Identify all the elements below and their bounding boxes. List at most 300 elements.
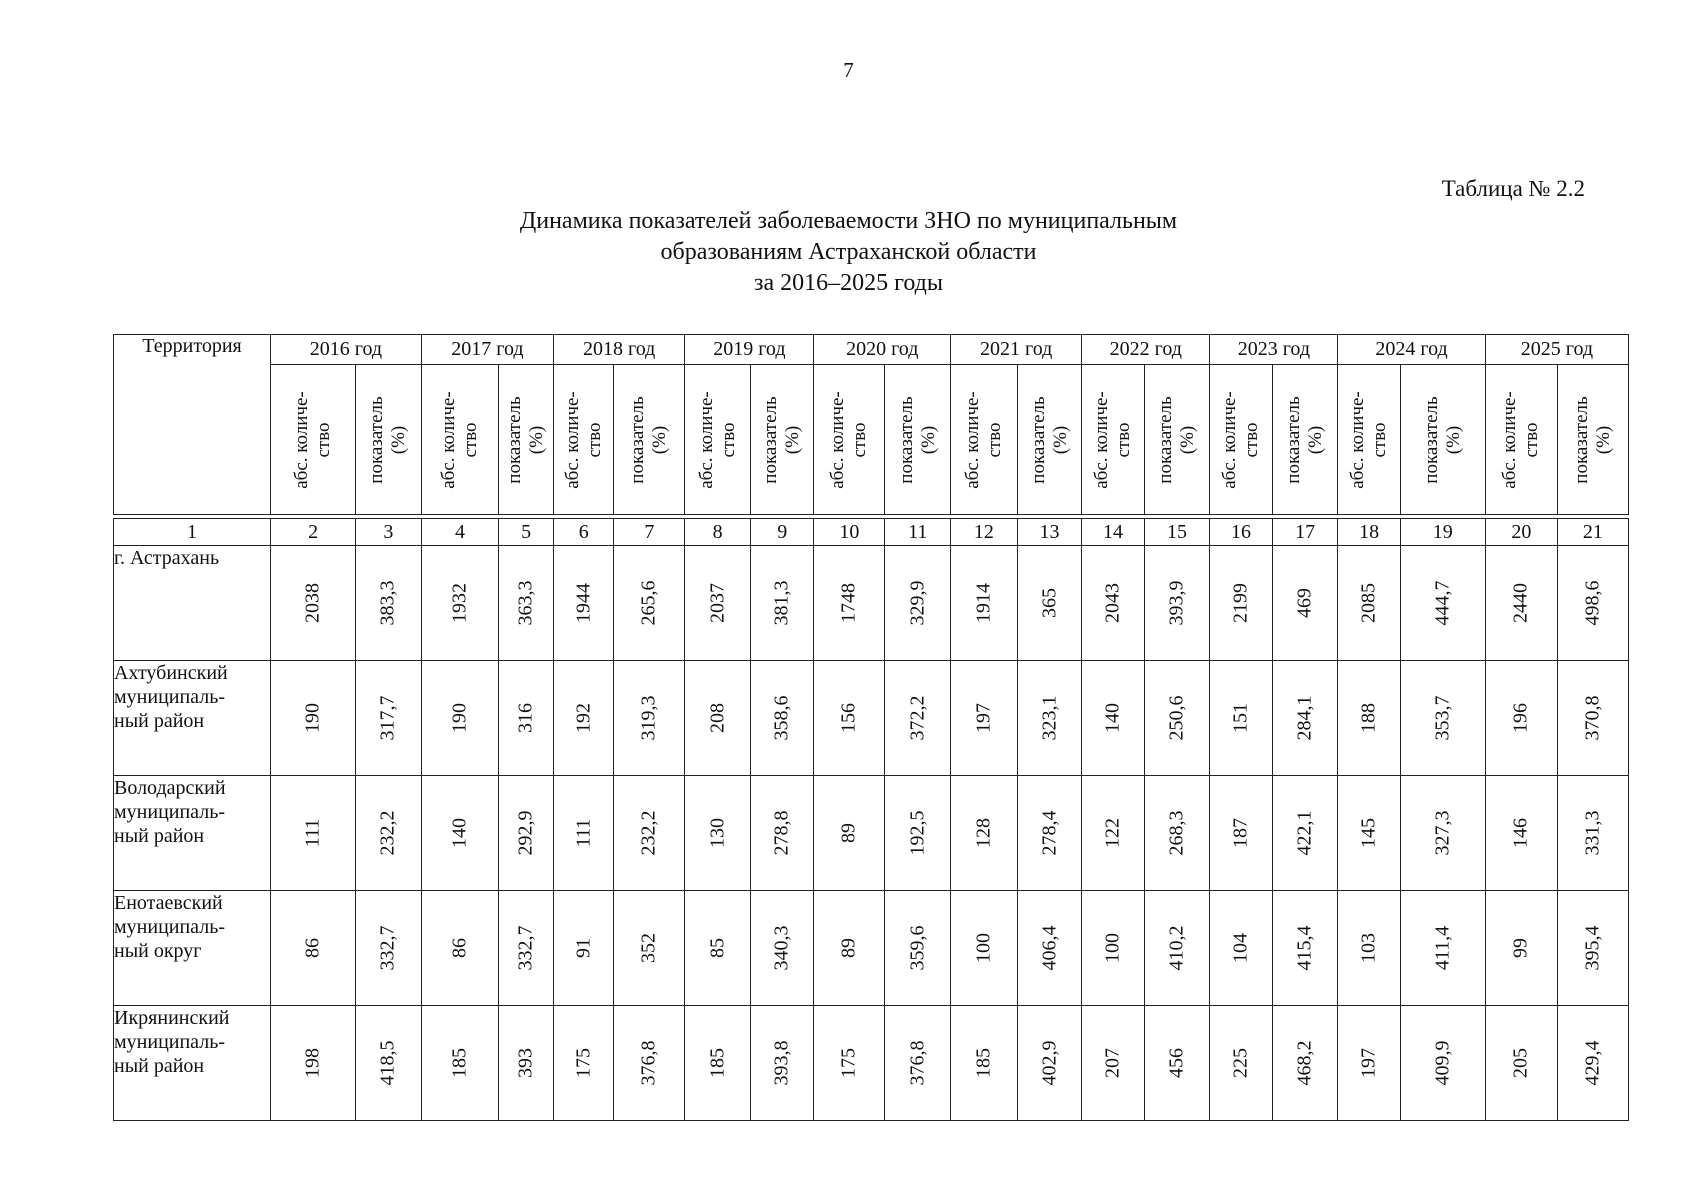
cell-value: 268,3 — [1165, 810, 1188, 856]
header-line: показатель — [895, 395, 917, 484]
cell-value: 187 — [1229, 818, 1252, 848]
column-number: 13 — [1017, 519, 1082, 546]
abs-count-header-text — [962, 391, 1006, 489]
title-line: Динамика показателей заболеваемости ЗНО по муниципальным — [519, 208, 1178, 234]
year-header: 2022 год — [1082, 335, 1210, 365]
rate-cell — [750, 546, 813, 661]
abs-count-cell — [1485, 891, 1557, 1006]
cell-value: 128 — [972, 818, 995, 848]
abs-count-cell — [1210, 546, 1272, 661]
cell-value: 232,2 — [637, 810, 660, 856]
rate-cell — [885, 546, 951, 661]
cell-value: 2043 — [1101, 583, 1124, 623]
rate-cell — [1557, 891, 1628, 1006]
header-line: ство — [583, 421, 605, 458]
abs-count-cell — [814, 891, 885, 1006]
cell-value: 86 — [301, 938, 324, 958]
cell-value: 185 — [448, 1048, 471, 1078]
cell-value: 122 — [1101, 818, 1124, 848]
cell-value: 185 — [706, 1048, 729, 1078]
rate-cell — [356, 546, 422, 661]
territory-line: муниципаль- — [114, 686, 225, 708]
cell-value: 376,8 — [906, 1040, 929, 1086]
abs-count-header — [814, 365, 885, 515]
cell-value: 352 — [637, 933, 660, 963]
abs-count-cell — [814, 546, 885, 661]
column-number: 5 — [499, 519, 554, 546]
cell-value: 327,3 — [1431, 810, 1454, 856]
column-number-row — [114, 519, 1629, 546]
abs-count-cell — [814, 776, 885, 891]
abs-count-header-text — [1499, 391, 1543, 489]
abs-count-header-text — [827, 391, 871, 489]
cell-value: 190 — [301, 703, 324, 733]
abs-count-header — [421, 365, 498, 515]
territory-cell — [114, 1006, 271, 1121]
header-line: абс. количе- — [561, 390, 583, 489]
rate-header — [356, 365, 422, 515]
column-number: 17 — [1272, 519, 1338, 546]
cell-value: 393 — [514, 1048, 537, 1078]
cell-value: 370,8 — [1581, 695, 1604, 741]
cell-value: 418,5 — [376, 1040, 399, 1086]
abs-count-header — [1485, 365, 1557, 515]
territory-line: ный район — [114, 710, 205, 732]
document-title — [0, 206, 1697, 299]
rate-cell — [1400, 776, 1485, 891]
rate-cell — [499, 891, 554, 1006]
cell-value: 332,7 — [514, 925, 537, 971]
cell-value: 411,4 — [1431, 925, 1454, 971]
rate-cell — [1400, 1006, 1485, 1121]
header-line: абс. количе- — [1499, 390, 1521, 489]
cell-value: 429,4 — [1581, 1040, 1604, 1086]
rate-cell — [1144, 546, 1210, 661]
abs-count-cell — [951, 776, 1018, 891]
abs-count-cell — [421, 546, 498, 661]
rate-cell — [1400, 661, 1485, 776]
header-line: абс. количе- — [1219, 390, 1241, 489]
cell-value: 383,3 — [376, 580, 399, 626]
abs-count-cell — [685, 891, 751, 1006]
rate-header-text — [1571, 396, 1615, 483]
cell-value: 358,6 — [770, 695, 793, 741]
cell-value: 208 — [706, 703, 729, 733]
column-number: 3 — [356, 519, 422, 546]
abs-count-cell — [1082, 776, 1144, 891]
rate-cell — [499, 776, 554, 891]
rate-cell — [750, 661, 813, 776]
rate-header-text — [504, 396, 548, 483]
rate-cell — [750, 1006, 813, 1121]
header-line: абс. количе- — [1091, 390, 1113, 489]
cell-value: 130 — [706, 818, 729, 848]
abs-count-header — [1082, 365, 1144, 515]
cell-value: 332,7 — [376, 925, 399, 971]
abs-count-cell — [1338, 891, 1400, 1006]
cell-value: 402,9 — [1038, 1040, 1061, 1086]
cell-value: 2038 — [301, 583, 324, 623]
abs-count-cell — [814, 1006, 885, 1121]
header-line: ство — [983, 421, 1005, 458]
header-line: абс. количе- — [961, 390, 983, 489]
header-line: (%) — [1305, 425, 1327, 454]
abs-count-cell — [1210, 1006, 1272, 1121]
abs-count-cell — [1338, 546, 1400, 661]
rate-header-text — [1283, 396, 1327, 483]
territory-header: Территория — [114, 335, 271, 515]
rate-cell — [356, 891, 422, 1006]
abs-count-cell — [1082, 1006, 1144, 1121]
title-line: образованиям Астраханской области — [660, 239, 1037, 265]
cell-value: 1748 — [837, 583, 860, 623]
cell-value: 469 — [1293, 588, 1316, 618]
rate-cell — [614, 776, 685, 891]
header-line: абс. количе- — [291, 390, 313, 489]
cell-value: 395,4 — [1581, 925, 1604, 971]
abs-count-cell — [1485, 546, 1557, 661]
rate-cell — [1017, 661, 1082, 776]
year-header: 2023 год — [1210, 335, 1338, 365]
rate-cell — [1272, 1006, 1338, 1121]
cell-value: 323,1 — [1038, 695, 1061, 741]
header-line: ство — [1369, 421, 1391, 458]
cell-value: 359,6 — [906, 925, 929, 971]
table-row — [114, 891, 1629, 1006]
header-line: абс. количе- — [1347, 390, 1369, 489]
abs-count-cell — [685, 546, 751, 661]
cell-value: 188 — [1357, 703, 1380, 733]
abs-count-cell — [554, 776, 614, 891]
cell-value: 2440 — [1509, 583, 1532, 623]
territory-line: ный округ — [114, 940, 202, 962]
rate-cell — [750, 891, 813, 1006]
abs-count-cell — [421, 661, 498, 776]
cell-value: 363,3 — [514, 580, 537, 626]
abs-count-cell — [1210, 776, 1272, 891]
territory-cell — [114, 891, 271, 1006]
table-label: Таблица № 2.2 — [1441, 176, 1585, 201]
column-number: 4 — [421, 519, 498, 546]
cell-value: 89 — [837, 823, 860, 843]
territory-line: ный район — [114, 825, 205, 847]
table-row — [114, 661, 1629, 776]
abs-count-cell — [271, 776, 356, 891]
cell-value: 175 — [572, 1048, 595, 1078]
header-line: (%) — [526, 425, 548, 454]
abs-count-header-text — [696, 391, 740, 489]
year-header: 2016 год — [271, 335, 422, 365]
cell-value: 205 — [1509, 1048, 1532, 1078]
cell-value: 415,4 — [1293, 925, 1316, 971]
rate-header-text — [760, 396, 804, 483]
abs-count-cell — [1485, 661, 1557, 776]
territory-line: ный район — [114, 1055, 205, 1077]
cell-value: 111 — [572, 818, 595, 848]
cell-value: 278,8 — [770, 810, 793, 856]
cell-value: 278,4 — [1038, 810, 1061, 856]
cell-value: 99 — [1509, 938, 1532, 958]
cell-value: 140 — [448, 818, 471, 848]
cell-value: 86 — [448, 938, 471, 958]
cell-value: 284,1 — [1293, 695, 1316, 741]
header-line: ство — [459, 421, 481, 458]
cell-value: 393,9 — [1165, 580, 1188, 626]
cell-value: 156 — [837, 703, 860, 733]
cell-value: 1932 — [448, 583, 471, 623]
header-line: (%) — [1049, 425, 1071, 454]
abs-count-cell — [685, 1006, 751, 1121]
rate-cell — [885, 1006, 951, 1121]
rate-cell — [614, 1006, 685, 1121]
rate-cell — [1144, 891, 1210, 1006]
territory-line: муниципаль- — [114, 801, 225, 823]
abs-count-header-text — [562, 391, 606, 489]
cell-value: 145 — [1357, 818, 1380, 848]
header-line: (%) — [649, 425, 671, 454]
header-line: (%) — [388, 425, 410, 454]
rate-cell — [885, 891, 951, 1006]
cell-value: 197 — [972, 703, 995, 733]
rate-cell — [1400, 546, 1485, 661]
header-line: показатель — [1420, 395, 1442, 484]
abs-count-cell — [271, 1006, 356, 1121]
rate-cell — [614, 546, 685, 661]
header-line: показатель — [366, 395, 388, 484]
header-line: ство — [313, 421, 335, 458]
cell-value: 185 — [972, 1048, 995, 1078]
abs-count-cell — [1338, 776, 1400, 891]
rate-cell — [885, 661, 951, 776]
abs-count-cell — [951, 661, 1018, 776]
column-number: 21 — [1557, 519, 1628, 546]
header-line: (%) — [917, 425, 939, 454]
cell-value: 85 — [706, 938, 729, 958]
column-number: 8 — [685, 519, 751, 546]
abs-count-cell — [1485, 1006, 1557, 1121]
territory-line: Икрянинский — [114, 1007, 230, 1029]
rate-cell — [1272, 546, 1338, 661]
abs-count-cell — [554, 546, 614, 661]
cell-value: 292,9 — [514, 810, 537, 856]
rate-cell — [499, 1006, 554, 1121]
column-number: 11 — [885, 519, 951, 546]
incidence-table — [113, 334, 1629, 1121]
abs-count-cell — [554, 1006, 614, 1121]
column-number: 15 — [1144, 519, 1210, 546]
rate-cell — [1557, 546, 1628, 661]
rate-cell — [356, 661, 422, 776]
cell-value: 409,9 — [1431, 1040, 1454, 1086]
abs-count-cell — [814, 661, 885, 776]
year-header: 2021 год — [951, 335, 1082, 365]
rate-header — [750, 365, 813, 515]
abs-count-cell — [1082, 546, 1144, 661]
column-number: 1 — [114, 519, 271, 546]
header-line: ство — [1241, 421, 1263, 458]
header-line: показатель — [760, 395, 782, 484]
cell-value: 89 — [837, 938, 860, 958]
column-number: 16 — [1210, 519, 1272, 546]
abs-count-header-text — [1347, 391, 1391, 489]
rate-header-text — [896, 396, 940, 483]
column-number: 19 — [1400, 519, 1485, 546]
rate-header-text — [1028, 396, 1072, 483]
table-row — [114, 1006, 1629, 1121]
rate-cell — [356, 776, 422, 891]
cell-value: 329,9 — [906, 580, 929, 626]
cell-value: 103 — [1357, 933, 1380, 963]
abs-count-header — [271, 365, 356, 515]
cell-value: 319,3 — [637, 695, 660, 741]
abs-count-cell — [421, 1006, 498, 1121]
cell-value: 331,3 — [1581, 810, 1604, 856]
abs-count-header-text — [438, 391, 482, 489]
year-header-row — [114, 335, 1629, 365]
rate-cell — [750, 776, 813, 891]
cell-value: 175 — [837, 1048, 860, 1078]
column-number: 12 — [951, 519, 1018, 546]
column-number: 14 — [1082, 519, 1144, 546]
abs-count-header-text — [291, 391, 335, 489]
year-header: 2017 год — [421, 335, 553, 365]
abs-count-cell — [951, 891, 1018, 1006]
cell-value: 444,7 — [1431, 580, 1454, 626]
header-line: показатель — [1155, 395, 1177, 484]
rate-header — [1272, 365, 1338, 515]
rate-header-text — [627, 396, 671, 483]
territory-cell — [114, 776, 271, 891]
rate-cell — [1017, 1006, 1082, 1121]
cell-value: 393,8 — [770, 1040, 793, 1086]
rate-cell — [614, 891, 685, 1006]
rate-header — [499, 365, 554, 515]
cell-value: 265,6 — [637, 580, 660, 626]
cell-value: 192,5 — [906, 810, 929, 856]
cell-value: 190 — [448, 703, 471, 733]
cell-value: 381,3 — [770, 580, 793, 626]
abs-count-cell — [1485, 776, 1557, 891]
abs-count-cell — [421, 776, 498, 891]
cell-value: 192 — [572, 703, 595, 733]
column-number: 6 — [554, 519, 614, 546]
rate-header — [614, 365, 685, 515]
rate-cell — [499, 661, 554, 776]
cell-value: 410,2 — [1165, 925, 1188, 971]
year-header: 2018 год — [554, 335, 685, 365]
abs-count-cell — [951, 1006, 1018, 1121]
cell-value: 151 — [1229, 703, 1252, 733]
cell-value: 468,2 — [1293, 1040, 1316, 1086]
rate-cell — [1272, 661, 1338, 776]
territory-cell — [114, 661, 271, 776]
abs-count-cell — [685, 776, 751, 891]
cell-value: 225 — [1229, 1048, 1252, 1078]
cell-value: 372,2 — [906, 695, 929, 741]
rate-header-text — [366, 396, 410, 483]
cell-value: 2037 — [706, 583, 729, 623]
column-number: 18 — [1338, 519, 1400, 546]
column-number: 9 — [750, 519, 813, 546]
abs-count-header — [685, 365, 751, 515]
title-line: за 2016–2025 годы — [753, 270, 944, 296]
header-line: абс. количе- — [437, 390, 459, 489]
header-line: абс. количе- — [695, 390, 717, 489]
cell-value: 316 — [514, 703, 537, 733]
subheader-row — [114, 365, 1629, 515]
abs-count-cell — [1338, 1006, 1400, 1121]
abs-count-cell — [1082, 661, 1144, 776]
cell-value: 406,4 — [1038, 925, 1061, 971]
rate-header-text — [1421, 396, 1465, 483]
abs-count-header — [1210, 365, 1272, 515]
column-number: 2 — [271, 519, 356, 546]
cell-value: 111 — [301, 818, 324, 848]
column-number: 7 — [614, 519, 685, 546]
abs-count-header-text — [1219, 391, 1263, 489]
abs-count-cell — [271, 891, 356, 1006]
abs-count-cell — [1210, 661, 1272, 776]
column-number: 10 — [814, 519, 885, 546]
rate-cell — [356, 1006, 422, 1121]
cell-value: 91 — [572, 938, 595, 958]
territory-line: Енотаевский — [114, 892, 223, 914]
abs-count-cell — [271, 546, 356, 661]
abs-count-cell — [271, 661, 356, 776]
rate-cell — [1557, 1006, 1628, 1121]
cell-value: 340,3 — [770, 925, 793, 971]
cell-value: 207 — [1101, 1048, 1124, 1078]
abs-count-cell — [554, 891, 614, 1006]
header-line: показатель — [1570, 395, 1592, 484]
header-line: ство — [717, 421, 739, 458]
column-number: 20 — [1485, 519, 1557, 546]
header-line: (%) — [782, 425, 804, 454]
header-line: показатель — [1027, 395, 1049, 484]
year-header: 2020 год — [814, 335, 951, 365]
header-line: ство — [1113, 421, 1135, 458]
cell-value: 422,1 — [1293, 810, 1316, 856]
cell-value: 498,6 — [1581, 580, 1604, 626]
cell-value: 1944 — [572, 583, 595, 623]
cell-value: 232,2 — [376, 810, 399, 856]
rate-cell — [1557, 776, 1628, 891]
rate-cell — [1144, 1006, 1210, 1121]
page-number: 7 — [843, 58, 854, 82]
abs-count-cell — [685, 661, 751, 776]
territory-line: Ахтубинский — [114, 662, 228, 684]
rate-cell — [1017, 891, 1082, 1006]
rate-header — [885, 365, 951, 515]
header-line: абс. количе- — [827, 390, 849, 489]
rate-cell — [1017, 776, 1082, 891]
header-line: показатель — [627, 395, 649, 484]
rate-header — [1144, 365, 1210, 515]
abs-count-header — [554, 365, 614, 515]
cell-value: 317,7 — [376, 695, 399, 741]
header-line: ство — [1521, 421, 1543, 458]
rate-cell — [499, 546, 554, 661]
cell-value: 365 — [1038, 588, 1061, 618]
rate-cell — [1400, 891, 1485, 1006]
territory-line: муниципаль- — [114, 1031, 225, 1053]
cell-value: 1914 — [972, 583, 995, 623]
cell-value: 104 — [1229, 933, 1252, 963]
abs-count-cell — [554, 661, 614, 776]
rate-cell — [1557, 661, 1628, 776]
cell-value: 197 — [1357, 1048, 1380, 1078]
rate-header — [1017, 365, 1082, 515]
